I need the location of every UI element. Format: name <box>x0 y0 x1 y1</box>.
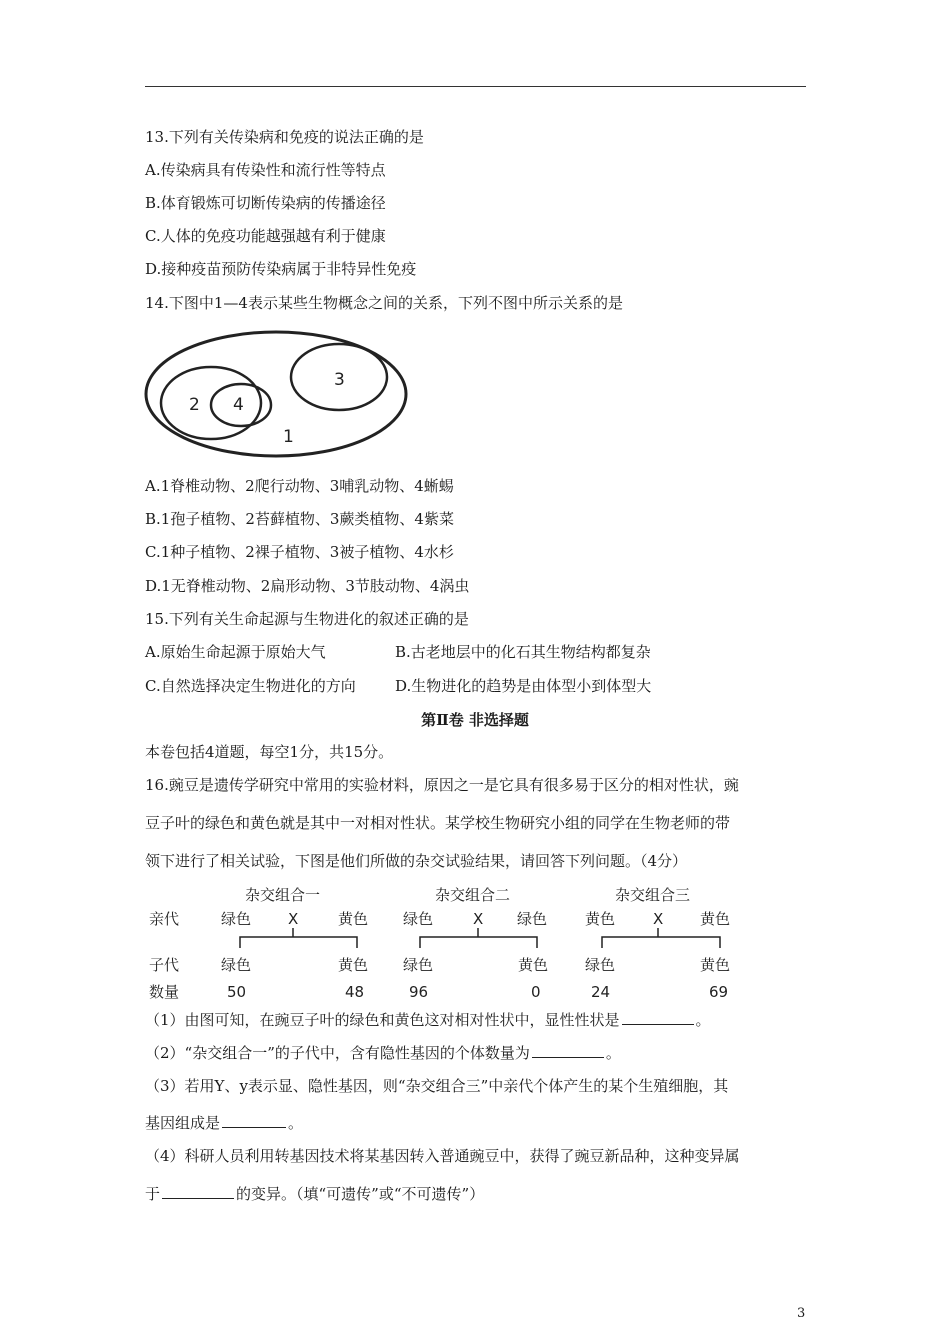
q13-option-a: A.传染病具有传染性和流行性等特点 <box>145 161 386 179</box>
group-3-cross: X <box>653 910 664 928</box>
label-1: 1 <box>283 427 294 447</box>
group-2-offspring-2: 黄色 <box>518 956 549 974</box>
q16-sub4-line2: 于 的变异。（填“可遗传”或“不可遗传”） <box>145 1185 485 1203</box>
answer-blank-1[interactable] <box>622 1010 694 1025</box>
group-1-offspring-1: 绿色 <box>221 956 252 974</box>
group-1-count-2: 48 <box>345 983 365 1001</box>
group-2-parent-1: 绿色 <box>403 910 434 928</box>
q14-stem: 14.下图中1—4表示某些生物概念之间的关系，下列不图中所示关系的是 <box>145 294 623 312</box>
row-label-offspring: 子代 <box>149 956 180 974</box>
answer-blank-4[interactable] <box>162 1184 234 1199</box>
answer-blank-3[interactable] <box>222 1113 286 1128</box>
q14-option-d: D.1无脊椎动物、2扁形动物、3节肢动物、4涡虫 <box>145 577 470 595</box>
q13-option-c: C.人体的免疫功能越强越有利于健康 <box>145 227 386 245</box>
q16-stem-line3: 领下进行了相关试验，下图是他们所做的杂交试验结果，请回答下列问题。（4分） <box>145 852 688 870</box>
row-label-count: 数量 <box>149 983 180 1001</box>
cross-results-figure <box>145 880 745 1005</box>
q14-option-a: A.1脊椎动物、2爬行动物、3哺乳动物、4蜥蜴 <box>145 477 454 495</box>
label-3: 3 <box>334 370 345 390</box>
q16-stem-line2: 豆子叶的绿色和黄色就是其中一对相对性状。某学校生物研究小组的同学在生物老师的带 <box>145 814 731 832</box>
label-2: 2 <box>189 395 200 415</box>
section-title: 第Ⅱ卷 非选择题 <box>421 711 529 729</box>
q15-option-d: D.生物进化的趋势是由体型小到体型大 <box>395 677 652 695</box>
q16-stem-line1: 16.豌豆是遗传学研究中常用的实验材料，原因之一是它具有很多易于区分的相对性状，豌 <box>145 776 739 794</box>
concept-diagram <box>143 328 413 463</box>
header-rule <box>145 86 806 87</box>
label-4: 4 <box>233 395 244 415</box>
group-3-count-2: 69 <box>709 983 729 1001</box>
group-2-parent-2: 绿色 <box>517 910 548 928</box>
q16-sub4-line1: （4）科研人员利用转基因技术将某基因转入普通豌豆中，获得了豌豆新品种，这种变异属 <box>145 1147 740 1165</box>
group-3-offspring-1: 绿色 <box>585 956 616 974</box>
group-3-offspring-2: 黄色 <box>700 956 731 974</box>
q15-option-a: A.原始生命起源于原始大气 <box>145 643 326 661</box>
q16-sub1: （1）由图可知，在豌豆子叶的绿色和黄色这对相对性状中，显性性状是 。 <box>145 1011 711 1029</box>
q13-option-d: D.接种疫苗预防传染病属于非特异性免疫 <box>145 260 417 278</box>
q14-option-c: C.1种子植物、2裸子植物、3被子植物、4水杉 <box>145 543 454 561</box>
q16-sub2: （2）“杂交组合一”的子代中，含有隐性基因的个体数量为 。 <box>145 1044 621 1062</box>
q16-sub2-text: （2）“杂交组合一”的子代中，含有隐性基因的个体数量为 <box>145 1044 530 1062</box>
q16-sub1-text: （1）由图可知，在豌豆子叶的绿色和黄色这对相对性状中，显性性状是 <box>145 1011 620 1029</box>
group-3-parent-2: 黄色 <box>700 910 731 928</box>
q16-sub3-line1: （3）若用Y、y表示显、隐性基因，则“杂交组合三”中亲代个体产生的某个生殖细胞，其 <box>145 1077 729 1095</box>
q15-stem: 15.下列有关生命起源与生物进化的叙述正确的是 <box>145 610 469 628</box>
section-intro: 本卷包括4道题，每空1分，共15分。 <box>145 743 394 761</box>
q14-option-b: B.1孢子植物、2苔藓植物、3蕨类植物、4紫菜 <box>145 510 454 528</box>
page-number: 3 <box>797 1306 806 1321</box>
answer-blank-2[interactable] <box>532 1043 604 1058</box>
group-3-parent-1: 黄色 <box>585 910 616 928</box>
group-1-parent-1: 绿色 <box>221 910 252 928</box>
q16-sub4-text: 于 <box>145 1185 161 1203</box>
group-1-count-1: 50 <box>227 983 247 1001</box>
q13-stem: 13.下列有关传染病和免疫的说法正确的是 <box>145 128 424 146</box>
group-2-count-2: 0 <box>531 983 541 1001</box>
group-3-count-1: 24 <box>591 983 611 1001</box>
group-1-name: 杂交组合一 <box>245 886 321 904</box>
group-2-offspring-1: 绿色 <box>403 956 434 974</box>
group-1-cross: X <box>288 910 299 928</box>
group-2-count-1: 96 <box>409 983 429 1001</box>
q15-option-c: C.自然选择决定生物进化的方向 <box>145 677 356 695</box>
group-1-offspring-2: 黄色 <box>338 956 369 974</box>
group-2-cross: X <box>473 910 484 928</box>
row-label-parent: 亲代 <box>149 910 180 928</box>
group-1-parent-2: 黄色 <box>338 910 369 928</box>
q13-option-b: B.体育锻炼可切断传染病的传播途径 <box>145 194 386 212</box>
q16-sub3-text: 基因组成是 <box>145 1114 221 1132</box>
group-2-name: 杂交组合二 <box>435 886 511 904</box>
q16-sub3-line2: 基因组成是 。 <box>145 1114 304 1132</box>
group-3-name: 杂交组合三 <box>615 886 691 904</box>
q15-option-b: B.古老地层中的化石其生物结构都复杂 <box>395 643 651 661</box>
